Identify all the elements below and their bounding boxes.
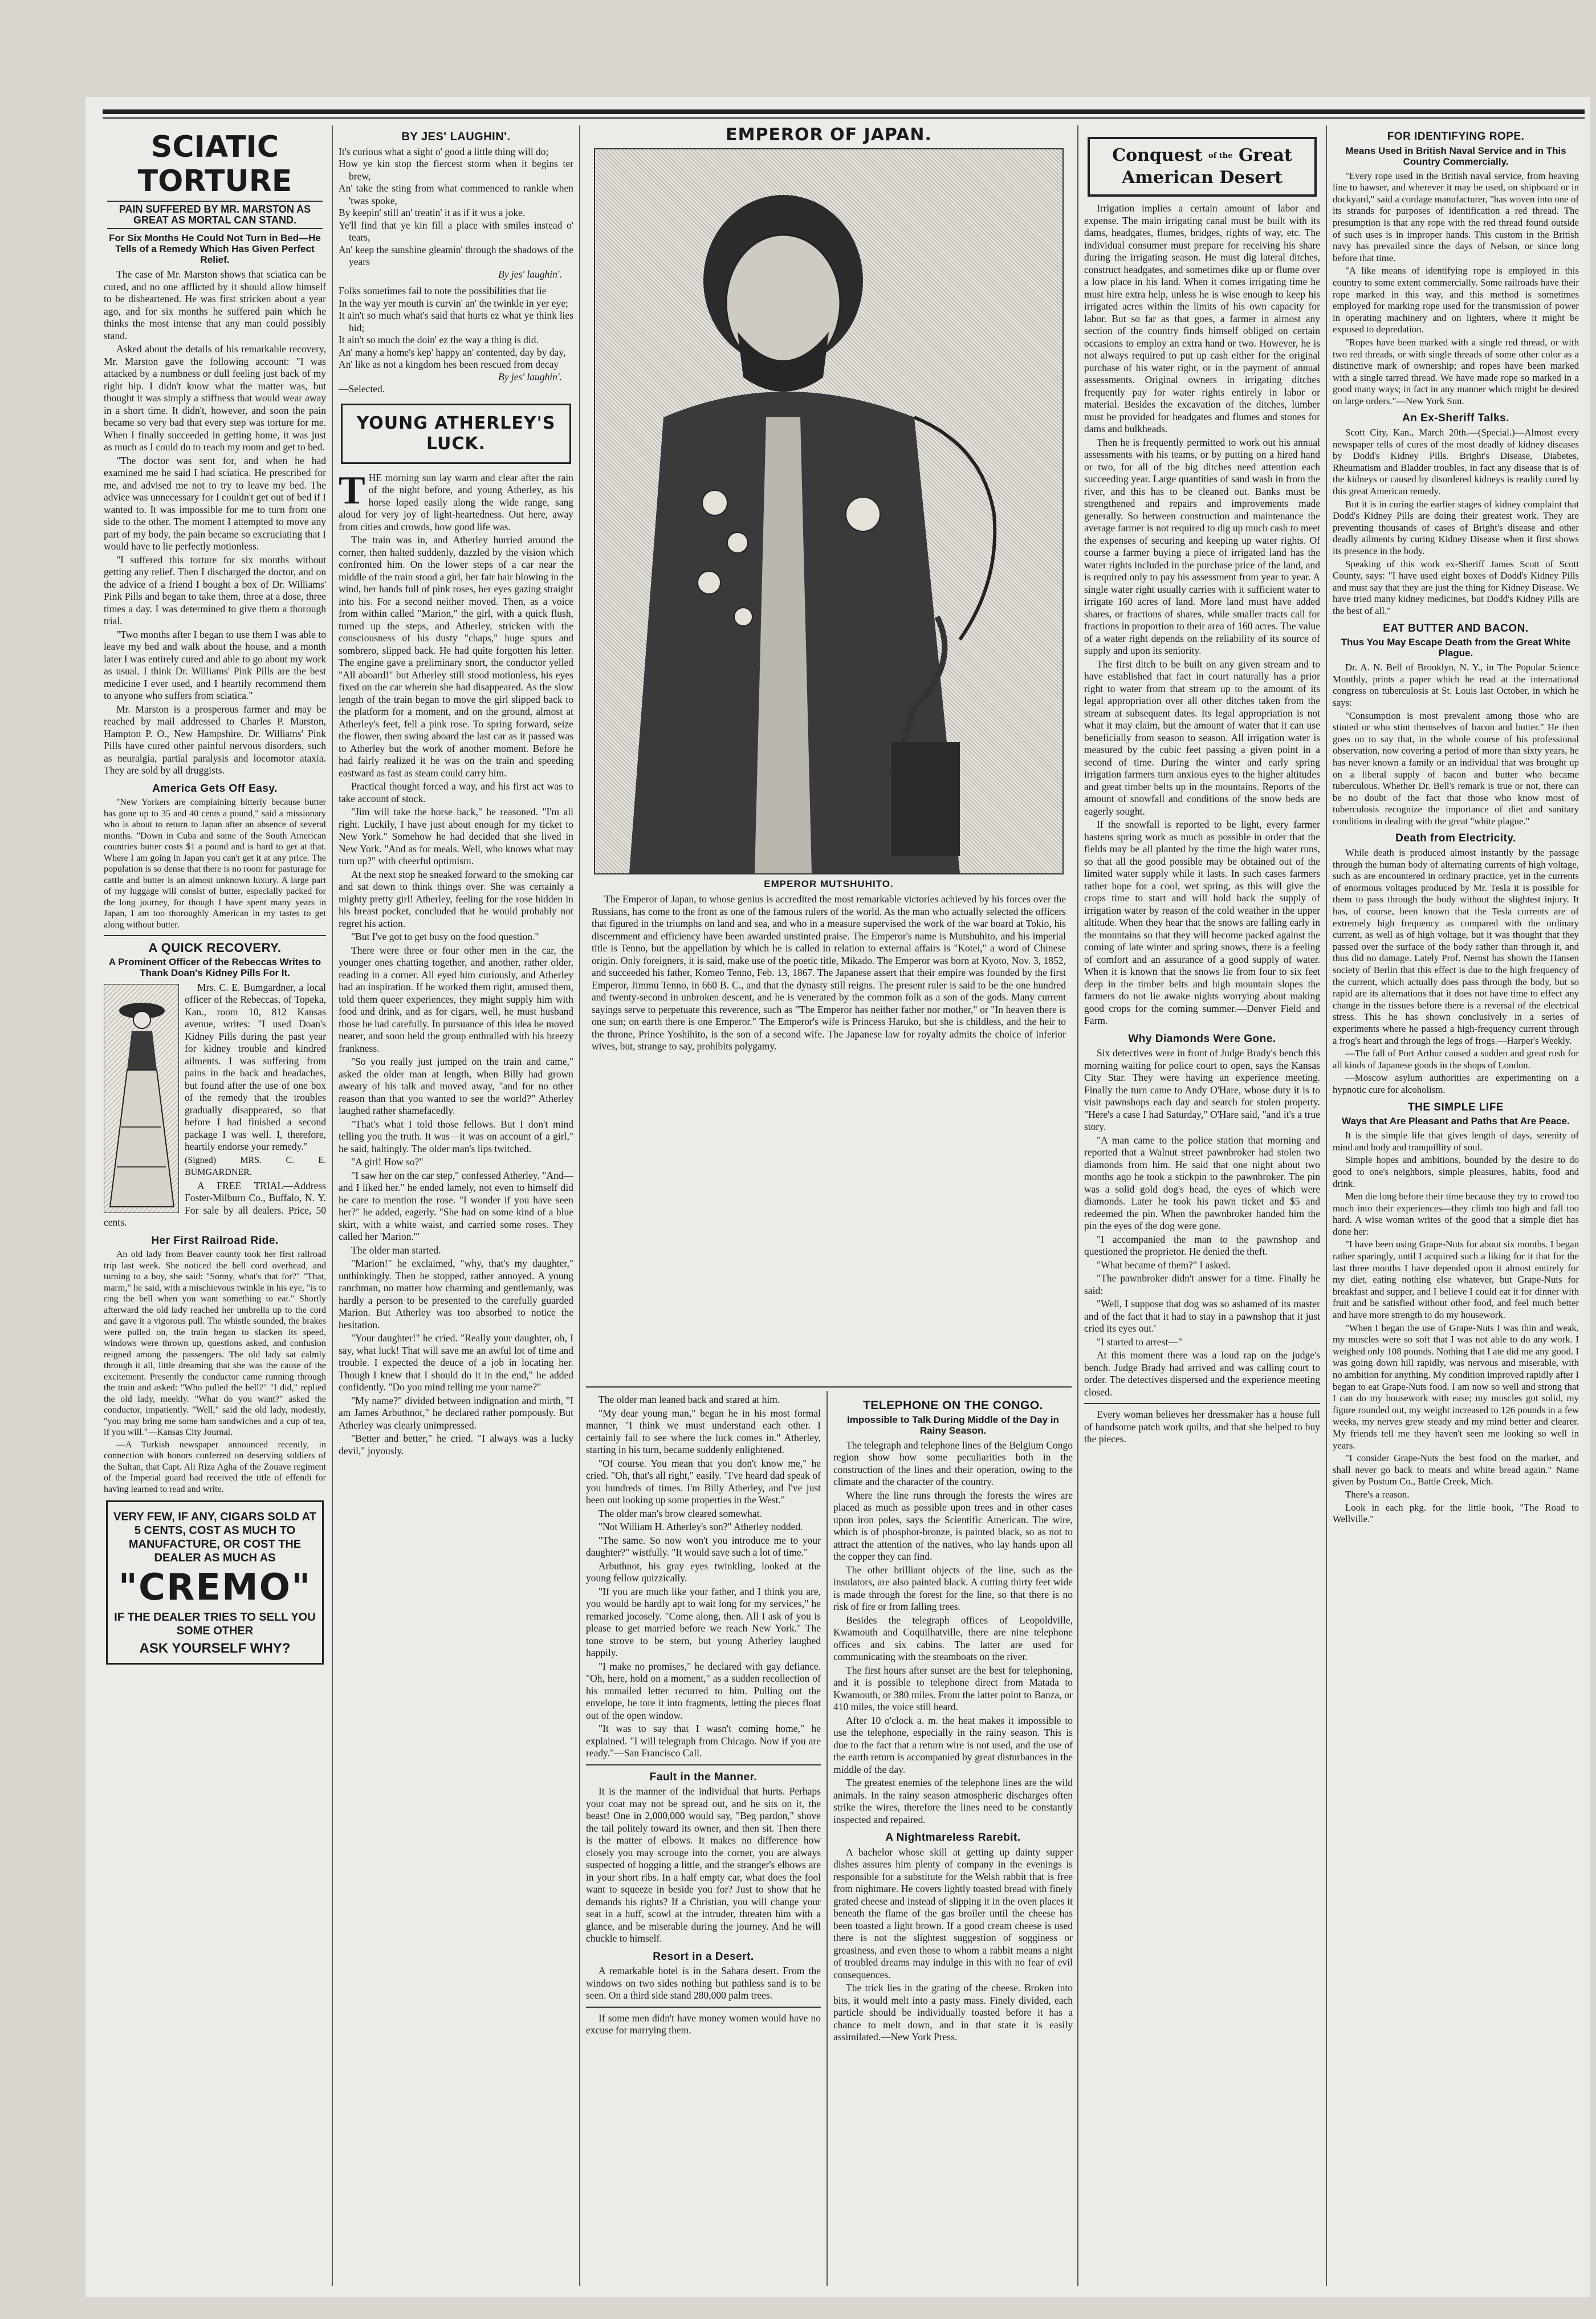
ad-text: ASK YOURSELF WHY? [139,1641,291,1656]
paragraph: "Every rope used in the British naval service, from heaving line to hawser, and wherever it may be used, on shipboard or in dockyard," said a cordage manufacturer, "has woven into one of its strands for purposes of identification a red thread. The presumption is that any rope with the red thread found outside of such uses is in improper hands. This custom in the British navy has prevailed since the days of Nelson, or since long before that time. [1333,170,1579,263]
section-heading: FOR IDENTIFYING ROPE. [1387,131,1525,143]
poem-line: How ye kin stop the fiercest storm when it begins ter brew, [339,158,573,182]
paragraph: "I suffered this torture for six months without getting any relief. Then I discharged the doctor, and on the advice of a friend I bought a box of Dr. Williams' Pink Pills and began to take them, three at a dose, three times a day. I was determined to give them a thorough trial. [104,554,326,626]
column-rule [332,125,333,2286]
paragraph: After 10 o'clock a. m. the heat makes it impossible to use the telephone, especially in the rainy season. This is due to the fact that a return wire is not used, and the use of the earth return is accompanied by great disturbances in the middle of the day. [833,1714,1073,1775]
paragraph: Mrs. C. E. Bumgardner, a local officer of the Rebeccas, of Topeka, Kan., room 10, 812 Kansas avenue, writes: "I used Doan's Kidney Pills during the past year for kidney trouble and kindred ailments. I was suffering from pains in the back and headaches, but found after the use of one box of the remedy that the troubles gradually disappeared, so that before I had finished a second package I was well. I, therefore, heartily endorse your remedy." [185,981,326,1152]
paragraph: HE morning sun lay warm and clear after the rain of the night before, and young Atherley, as his horse loped easily along the wide range, sang aloud for very joy of light-heartedness. Out here, away from cities and crowds, how good life was. [339,471,573,532]
paragraph: The train was in, and Atherley hurried around the corner, then halted suddenly, dazzled by the vision which confronted him. On the lower steps of a car near the middle of the train stood a girl, her fair hair blowing in the wind, her hands full of pink roses, her eyes gazing straight into his. For a second neither moved. Then, as a voice from within called "Marion," the girl, with a quick flush, turned up the steps, and Atherley, stricken with the consciousness of his dusty "chaps," huge spurs and sombrero, slipped back. He had quite forgotten his letter. The engine gave a preliminary snort, the conductor yelled "All aboard!" but Atherley still stood motionless, his eyes fixed on the car wherein she had disappeared. As the slow length of the train began to move the girl slipped back to the platform for a moment, and on the ground, almost at Atherley's feet, fell a pink rose. To spring forward, seize the flower, then swing aboard the last car as it passed was to Atherley but the work of another moment. Before he had fairly realized it he was on the train and speeding eastward as fast as steam could carry him. [339,534,573,779]
paragraph: Asked about the details of his remarkable recovery, Mr. Marston gave the following account: "I was attacked by a numbness or dull feeling just back of my right hip. I didn't know what the matter was, but thought it was simply a stiffness that would wear away in a short time. It didn't, however, and soon the pain became so very bad that every step was torture for me. When I finally succeeded in getting home, it was just as much as I could do to reach my room and get to bed. [104,343,326,453]
paragraph: "A man came to the police station that morning and reported that a Walnut street pawnbroker had stolen two diamonds from him. He said that one night about two months ago he took a stickpin to the pawnbroker. The pin was a solid gold dog's head, the eyes of which were diamonds. Later he took his pawn ticket and $5 and redeemed the pin. When the pawnbroker handed him the pin the eyes of the dog were gone. [1084,1134,1320,1231]
paragraph: "When I began the use of Grape-Nuts I was thin and weak, my muscles were so soft that I was not able to do any work. I weighed only 108 pounds. Nothing that I ate did me any good. I was going down hill rapidly, was nervous and miserable, with no ambition for anything. My condition improved rapidly after I began to eat Grape-Nuts food. I am now so well and strong that I can do my housework with ease; my muscles got solid, my figure rounded out, my weight increased to 126 pounds in a few weeks, my nerves grew steady and my mind better and clearer. My friends tell me they haven't seen me looking so well in years. [1333,1322,1579,1451]
ad-text: IF THE DEALER TRIES TO SELL YOU SOME OTHER [114,1611,316,1637]
paragraph: Men die long before their time because they try to crowd too much into their experiences—they climb too high and fall too hard. A wise woman writes of the good that a simple diet has done her: [1333,1191,1579,1237]
column-2 [339,125,573,2286]
paragraph: Six detectives were in front of Judge Brady's bench this morning waiting for police court to open, says the Kansas City Star. They were having an experience meeting. Finally the turn came to Andy O'Hare, whose duty it is to visit pawnshops each day and search for stolen property. "Here's a case I had Saturday," O'Hare said, "and it's a true story. [1084,1047,1320,1132]
poem-line: By jes' laughin'. [498,268,562,280]
poem-line: Folks sometimes fail to note the possibilities that lie [339,285,547,296]
column-rule [826,1391,828,2286]
paragraph: Practical thought forced a way, and his first act was to take account of stock. [339,780,573,804]
paragraph: Dr. A. N. Bell of Brooklyn, N. Y., in The Popular Science Monthly, prints a paper which he read at the international congress on tuberculosis at St. Louis last October, in which he says: [1333,662,1579,708]
paragraph: The trick lies in the grating of the cheese. Broken into bits, it would melt into a pasty mass. Finely divided, each particle should be individually toasted before it has a chance to melt down, and in that state it is easily assimilated.—New York Press. [833,1982,1073,2043]
section-heading: TELEPHONE ON THE CONGO. [862,1399,1044,1412]
newspaper-page [85,97,1590,2297]
feature-title: EMPEROR OF JAPAN. [726,125,932,145]
subhead: Impossible to Talk During Middle of the Day in Rainy Season. [847,1414,1059,1436]
paragraph: "New Yorkers are complaining bitterly because butter has gone up to 35 and 40 cents a pound," said a missionary who is about to return to Japan after an absence of several months. "Down in Cuba and some of the South American countries butter costs $1 a pound and is hard to get at that. Where I am going in Japan you can't get it at any price. The population is so dense that there is no room for pasturage for cattle and butter is an almost unknown luxury. A large part of my luggage will consist of butter, especially packed for the long journey, for though I have spent many years in Japan, I am too thoroughly American in my tastes to get along without butter. [104,798,326,930]
top-rule-thin [103,117,1585,119]
subhead: For Six Months He Could Not Turn in Bed—He Tells of a Remedy Which Has Given Perfect Relief. [109,233,321,265]
paragraph: "Of course. You mean that you don't know me," he cried. "Oh, that's all right," easily. "I've heard dad speak of you hundreds of times. I'm Billy Atherley, and I've just been out looking up some properties in the West." [586,1457,821,1506]
paragraph: Look in each pkg. for the little book, "The Road to Wellville." [1333,1502,1579,1525]
paragraph: It is the manner of the individual that hurts. Perhaps your coat may not be spread out, and he sits on it, the beast! One in 2,000,000 would say, "Beg pardon," shove the tail politely toward its owner, and then sit. Then there is the matter of elbows. It makes no difference how closely you may scrouge into the corner, you are always suspected of hogging a little, and the stranger's elbows are in your short ribs. In a half empty car, what does the fool want to squeeze in beside you for? Just to show that he demands his rights? If a Christian, you will change your seat in a huff, scowl at the intruder, threaten him with a glance, and be miserable during the journey. And he will chuckle to himself. [586,1785,821,1944]
paragraph: "Marion!" he exclaimed, "why, that's my daughter," unthinkingly. Then he stopped, rather annoyed. A young ranchman, no matter how charming and gentlemanly, was hardly a person to be presented to the carefully guarded Marion. But Atherley was too absorbed to notice the hesitation. [339,1258,573,1331]
paragraph: Besides the telegraph offices of Leopoldville, Kwamouth and Coquilhatville, there are nine telephone offices and six cabins. The latter are used for communicating with the steamboats on the river. [833,1614,1073,1662]
portrait-caption: EMPEROR MUTSHUHITO. [764,878,894,889]
poem-line: An' keep the sunshine gleamin' through the shadows of the years [339,243,573,267]
paragraph: "The doctor was sent for, and when he had examined me he said I had sciatica. He prescribed for me, and advised me not to try to leave my bed. The advice was unnecessary for I couldn't get out of bed if I wanted to. It was impossible for me to turn from one side to the other. The moment I attempted to move any part of my body, the pain became so excruciating that I would have to lie perfectly motionless. [104,454,326,552]
paragraph: The telegraph and telephone lines of the Belgium Congo region show how some peculiarities both in the construction of the lines and their operation, owing to the climate and the character of the country. [833,1439,1073,1487]
ad-brand: "CREMO" [118,1567,312,1609]
paragraph: "So you really just jumped on the train and came," asked the older man at length, when Billy had grown aweary of his talk and moved away, "and for no other reason than that you wanted to see the world?" Atherley laughed rather shamefacedly. [339,1056,573,1116]
emperor-feature [586,125,1072,1385]
column-3 [586,1394,821,2286]
paragraph: "A girl! How so?" [351,1156,424,1167]
paragraph: The older man leaned back and stared at him. [598,1394,780,1405]
section-heading: Her First Railroad Ride. [151,1234,279,1247]
poem-line: By jes' laughin'. [498,371,562,383]
title-word: Conquest [1112,145,1203,165]
title-word: American Desert [1121,168,1282,188]
divider [586,2007,821,2008]
paragraph: It is the simple life that gives length of days, serenity of mind and body and tranquillity of soul. [1333,1130,1579,1153]
column-rule [1077,125,1078,2286]
poem-line: It ain't so much the doin' ez the way a thing is did. [339,334,539,345]
paragraph: "I started to arrest—" [1097,1336,1182,1348]
title-word: Great [1238,145,1292,165]
divider [104,935,326,936]
story-title-box [341,404,571,464]
paragraph: Arbuthnot, his gray eyes twinkling, looked at the young fellow quizzically. [586,1560,821,1584]
paragraph: The greatest enemies of the telephone lines are the wild animals. In the rainy season atmospheric discharges often strike the wires, therefore the lines need to be constantly inspected and repaired. [833,1777,1073,1825]
section-heading: Resort in a Desert. [653,1950,754,1963]
paragraph: "But I've got to get busy on the food question." [351,931,539,942]
paragraph: "I saw her on the car step," confessed Atherley. "And—and I liked her." he ended lamely, not even to himself did he care to mention the rose. "I wonder if you have seen her?" he added, eagerly. "She had on some kind of a blue skirt, with a white waist, and carried some roses. They called her 'Marion.'" [339,1169,573,1242]
paragraph: The other brilliant objects of the line, such as the insulators, are also painted black. A cutting thirty feet wide is made through the forest for the line, so that there is no risk of fire or from falling trees. [833,1564,1073,1612]
paragraph: "I consider Grape-Nuts the best food on the market, and shall never go back to meats and white bread again." Name given by Postum Co., Battle Creek, Mich. [1333,1453,1579,1487]
paragraph: "A like means of identifying rope is employed in this country to some extent commercially. Some railroads have their rope marked in this way, and this method is sometimes employed for marking rope used for the transmission of power in operating machinery and on lighters, where it might be exposed to depredation. [1333,265,1579,335]
column-4 [833,1394,1073,2286]
paragraph: "I accompanied the man to the pawnshop and questioned the proprietor. He denied the theft. [1084,1233,1320,1257]
section-heading: A Nightmareless Rarebit. [885,1832,1021,1844]
section-heading: An Ex-Sheriff Talks. [1402,412,1510,425]
paragraph: "Better and better," he cried. "I always was a lucky devil," joyously. [339,1433,573,1457]
paragraph: "Your daughter!" he cried. "Really your daughter, oh, I say, what luck! That will save me an awful lot of time and trouble. I expected the deuce of a job in locating her. Though I knew that I should do it in the end," he added confidently. "Do you mind telling me your name?" [339,1332,573,1393]
paragraph: At this moment there was a loud rap on the judge's bench. Judge Brady had arrived and was calling court to order. The detectives dispersed and the experience meeting closed. [1084,1349,1320,1398]
paragraph: There were three or four other men in the car, the younger ones chatting together, and another, rather older, reading in a corner. All eyed him curiously, and Atherley had an inspiration. If he worked them right, amused them, told them queer experiences, they might supply him with food and drink, and as for cigars, well, he must husband those he had carefully. In pursuance of this idea he moved nearer, and soon held the group enthralled with his breezy frankness. [339,944,573,1054]
paragraph: Simple hopes and ambitions, bounded by the desire to do good to one's neighbors, simple pleasures, habits, food and drink. [1333,1154,1579,1189]
feature-text: The Emperor of Japan, to whose genius is accredited the most remarkable victories achieved by his forces over the Russians, has come to the front as one of the famous rulers of the world. As the man who actually selected the officers that figured in the triumphs on land and sea, and who in a measure supervised the work of the war board at Tokio, his discernment and efficiency have been awarded unstinted praise. The Emperor's name is Mutshuhito, and his imperial title is Tenno, but the appellation by which he is called in relation to external affairs is "Kotei," a word of Chinese origin. Only foreigners, it is said, make use of the poetic title, Mikado. The Emperor was born at Kyoto, Nov. 3, 1852, and succeeded his father, Komeo Tenno, Feb. 13, 1867. The Japanese assert that their empire was founded by the first Emperor, Jimmu Tenno, in 660 B. C., and that the dynasty still reigns. The present ruler is said to be the one hundred and twenty-second in unbroken descent, and he is venerated by the common folk as a son of the gods. Many current sayings serve to perpetuate this reverence, such as "The Emperor has neither father nor mother," or "In heaven there is one sun; on earth there is one Emperor." The Emperor's wife is Princess Haruko, but she is childless, and the heir to the throne, Prince Yoshihito, is the son of a second wife. The Japanese law for royalty admits the choice of inferior wives, but, strange to say, prohibits polygamy. [592,893,1066,1052]
section-heading: Why Diamonds Were Gone. [1128,1032,1276,1045]
paragraph: "Consumption is most prevalent among those who are stinted or who stint themselves of bacon and butter." He then goes on to say that, in the whole course of his professional observation, now covering a period of more than sixty years, he has never known a family or an individual that was brought up on a liberal supply of bacon and butter who became tuberculous. Whether Dr. Bell's remark is true or not, there can be no doubt of the fact that those who know most of tuberculosis recognize the importance of diet and sanitary conditions in dealing with the great "white plague." [1333,710,1579,827]
paragraph: Every woman believes her dressmaker has a house full of handsome patch work quilts, and that she helped to buy the pieces. [1084,1409,1320,1445]
poem-line: It ain't so much what's said that hurts ez what ye think lies hid; [339,310,573,333]
poem-line: By keepin' still an' treatin' it as if it wus a joke. [339,207,526,218]
paragraph: "The pawnbroker didn't answer for a time. Finally he said: [1084,1272,1320,1296]
paragraph: —Moscow asylum authorities are experimenting on a hypnotic cure for alcoholism. [1333,1072,1579,1095]
section-heading: America Gets Off Easy. [152,782,278,795]
paragraph: The case of Mr. Marston shows that sciatica can be cured, and no one afflicted by it should allow himself to be disheartened. He was first stricken about a year ago, and for six months he suffered pain which he thinks the most intense that any man could possibly stand. [104,268,326,341]
title-word: of the [1208,152,1233,160]
poem-line: An' many a home's kep' happy an' contented, day by day, [339,346,566,358]
section-heading: Fault in the Manner. [649,1771,758,1783]
desert-title-box [1088,137,1317,197]
paragraph: "If you are much like your father, and I think you are, you would be hardly apt to wait long for my services," he remarked jocosely. "Come along, then. All I ask of you is please to get married before we reach New York." The tone strove to be stern, but young Atherley laughed happily. [586,1585,821,1658]
paragraph: Mr. Marston is a prosperous farmer and may be reached by mail addressed to Charles P. Marston, Hampton P. O., New Hampshire. Dr. Williams' Pink Pills have cured other painful nervous disorders, such as neuralgia, partial paralysis and locomotor ataxia. They are sold by all druggists. [104,703,326,776]
paragraph: At the next stop he sneaked forward to the smoking car and sat down to think things over. She was certainly a mighty pretty girl! Atherley, feeling for the rose hidden in his breast pocket, concluded that he would probably not regret his action. [339,868,573,929]
section-heading: A QUICK RECOVERY. [148,941,282,955]
paragraph: "My dear young man," began he in his most formal manner, "I think we must understand each other. I certainly fail to see where the luck comes in." Atherley, starting in his turn, became suddenly enlightened. [586,1407,821,1455]
signature: (Signed) MRS. C. E. BUMGARDNER. [185,1155,326,1177]
paragraph: "Not William H. Atherley's son?" Atherley nodded. [598,1521,803,1532]
subhead: Means Used in British Naval Service and in This Country Commercially. [1345,145,1566,167]
subhead: A Prominent Officer of the Rebeccas Writes to Thank Doan's Kidney Pills For It. [108,956,321,978]
paragraph: "Well, I suppose that dog was so ashamed of its master and of the fact that it had to stay in a pawnshop that it just cried its eyes out.' [1084,1298,1320,1334]
paragraph: Then he is frequently permitted to work out his annual assessments with his teams, or by putting on a hired hand or two, for all of the big ditches need attention each succeeding year. Large quantities of sand wash in from the river, and this has to be cleaned out. Banks must be strengthened and repairs and improvements made generally. So between construction and maintenance the average farmer is not required to dig up much cash to meet the expenses of securing and keeping up water rights. Of course a farmer buying a piece of irrigated land has the water rights included in the purchase price of the land, and is required only to pay his assessment from year to year. A single water right usually carries with it sufficient water to irrigate 160 acres of land. More land must have added shares, or fractions of shares, while smaller tracts call for fractions in proportion to their area of 160 acres. The value of a water right depends on the reliability of its source of supply and upon its seniority. [1084,436,1320,656]
paragraph: An old lady from Beaver county took her first railroad trip last week. She noticed the bell cord overhead, and turning to a boy, she said: "Sonny, what's that for?" "That, marm," he said, with a mischievous twinkle in his eye, "is to ring the bell when you want something to eat." Shortly afterward the old lady reached her umbrella up to the cord and gave it a vigorous pull. The whistle sounded, the brakes were pulled on, the train began to slacken its speed, windows were thrown up, questions asked, and confusion reigned among the passengers. The old lady sat calmly through it all, little dreaming that she was the cause of the excitement. Presently the conductor came running through the train and asked: "Who pulled the bell?" "I did," replied the old lady, meekly. "What do you want?" asked the conductor, impatiently. "Well," said the old lady, modestly, "you may bring me some ham sandwiches and a cup of tea, if you will."—Kansas City Journal. [104,1250,326,1437]
column-rule [1326,125,1327,2286]
section-heading: THE SIMPLE LIFE [1408,1101,1504,1113]
cremo-cigar-ad [106,1500,324,1665]
paragraph: "The same. So now won't you introduce me to your daughter?" wistfully. "It would save such a lot of time." [586,1534,821,1558]
paragraph: "Two months after I began to use them I was able to leave my bed and walk about the house, and a month later I was entirely cured and able to go about my work as usual. I think Dr. Williams' Pink Pills are the best medicine I ever used, and I heartily recommend them to anyone who suffers from sciatica." [104,628,326,701]
paragraph: While death is produced almost instantly by the passage through the human body of alternating currents of high voltage, such as are encountered in ordinary practice, yet in the currents of enormous voltages produced by Mr. Tesla it is possible for them to pass through the body without the slightest injury. It has, of course, been known that the Tesla currents are of extremely high frequency as compared with the ordinary current, as well as of high voltage, but it was thought that they passed over the surface of the body rather than through it, and thus did no damage. Lately Prof. Nernst has shown the Hansen society of Berlin that this effect is due to the high frequency of the current, which actually does pass through the body, but so rapid are its alternations that it does not have time to effect any change in the tissues before there is a reversal of the electrical stress. This he has shown conclusively in a series of experiments where he passed a high-frequency current through a frog's heart and through the legs of frogs.—Harper's Weekly. [1333,847,1579,1046]
paragraph: "That's what I told those fellows. But I don't mind telling you the truth. It was—it was on account of a girl," he said, haltingly. The older man's lips twitched. [339,1118,573,1154]
paragraph: The first ditch to be built on any given stream and to have established that fact in court naturally has a prior right to water from that stream up to the amount of its legal appropriation over all other ditches taken from the stream at subsequent dates. Its legal appropriation is not what it may claim, but the amount of water that it can use beneficially from season to season. All irrigation water is measured by the cubic feet passing a given point in a second of time. During the winter and early spring irrigation farmers turn anxious eyes to the higher altitudes and great timber belts up in the mountains. Reports of the amount of snowfall and conditions of the snow beds are eagerly sought. [1084,658,1320,817]
paragraph: The first hours after sunset are the best for telephoning, and it is possible to telephone direct from Matada to Kwamouth, or 380 miles. From the latter point to Banza, or 410 miles, the voice still heard. [833,1664,1073,1712]
paragraph: Speaking of this work ex-Sheriff James Scott of Scott County, says: "I have used eight boxes of Dodd's Kidney Pills and must say that they are just the thing for Kidney Disease. We have tried many kidney medicines, but Dodd's Kidney Pills are the best of all." [1333,558,1579,616]
paragraph: "What became of them?" I asked. [1097,1259,1231,1271]
paragraph: Irrigation implies a certain amount of labor and expense. The main irrigating canal must be built with its dams, headgates, flumes, bridges, rights of way, etc. The individual consumer must prepare for receiving his share during the irrigating season. He must dig lateral ditches, construct headgates, and sometimes dike up or flume over a low place in his land. When it comes irrigating time he must hire extra help, unless he is wise enough to keep his irrigated acres within the limits of his own capacity for labor. But so far as that goes, a farmer in almost any section of the country finds himself obliged on certain occasions to employ an extra hand or two. However, he is not always required to put up cash either for the original purchase of his water right, or in the payment of annual assessments. Original owners in irrigating ditches frequently pay for water rights entirely in labor or material. Besides the excavation of the ditches, lumber must be provided for headgates and flumes and stones for dams and bulkheads. [1084,202,1320,434]
drop-cap: T [339,468,365,512]
column-5 [1084,125,1320,2286]
section-heading: EAT BUTTER AND BACON. [1383,622,1529,634]
paragraph: "My name?" divided between indignation and mirth, "I am James Arbuthnot," he declared rather pompously. But Atherley was clearly unimpressed. [339,1394,573,1431]
paragraph: A FREE TRIAL—Address Foster-Milburn Co., Buffalo, N. Y. For sale by all dealers. Price, 50 cents. [104,1179,326,1228]
paragraph: "Ropes have been marked with a single red thread, or with two red threads, or with single threads of some other color as a distinctive mark of ownership; and ropes have been marked with a single tarred thread. We have made rope so marked in a good many ways; in fact in any manner which might be desired on large orders."—New York Sun. [1333,336,1579,406]
paragraph: "Jim will take the horse back," he reasoned. "I'm all right. Luckily, I have just about enough for my ticket to New York." Somehow he had decided that she lived in New York. "And as for meals. Well, who knows what may turn up?" with cheerful optimism. [339,806,573,866]
paragraph: Where the line runs through the forests the wires are placed as much as possible upon trees and in other cases upon iron poles, says the Scientific American. The wire, which is of phosphor-bronze, is painted black, so as not to attract the attention of the natives, who lay hands upon all the copper they can find. [833,1489,1073,1562]
poem-line: An' take the sting from what commenced to rankle when 'twas spoke, [339,182,573,206]
poem-line: It's curious what a sight o' good a little thing will do; [339,145,549,157]
headline-sciatic: SCIATIC TORTURE [137,130,292,198]
divider [586,1386,1072,1388]
paragraph: —A Turkish newspaper announced recently, in connection with honors conferred on deserving soldiers of the Sultan, that Capt. Ali Riza Agha of the Zouave regiment of the Imperial guard had received the title of effendi for having learned to read and write. [104,1439,326,1494]
column-1 [104,125,326,2286]
paragraph: If some men didn't have money women would have no excuse for marrying them. [586,2012,821,2036]
poem-line: Ye'll find that ye kin fill a place with smiles instead o' tears, [339,219,573,243]
column-rule [579,125,580,2286]
paragraph: There's a reason. [1345,1488,1410,1500]
paragraph: The older man's brow cleared somewhat. [598,1507,762,1519]
paragraph: A remarkable hotel is in the Sahara desert. From the windows on two sides nothing but pathless sand is to be seen. On a third side stand 280,000 palm trees. [586,1965,821,2001]
poem-title: BY JES' LAUGHIN'. [401,131,511,143]
emperor-portrait-engraving [594,148,1064,874]
subhead: PAIN SUFFERED BY MR. MARSTON AS GREAT AS MORTAL CAN STAND. [107,201,323,229]
woman-portrait-illustration [104,984,179,1213]
paragraph: A bachelor whose skill at getting up dainty supper dishes assures him plenty of company in the evenings is responsible for a substitute for the Welsh rabbit that is free from nightmare. He covers lightly toasted bread with finely grated cheese and instead of slipping it in the oven places it beneath the flame of the gas broiler until the cheese has been toasted a light brown. If a good cream cheese is used there is not the slightest suggestion of sogginess or greasiness, and even those to whom a rabbit means a night of troubled dreams may indulge in this with no fear of evil consequences. [833,1846,1073,1980]
divider [1084,1403,1320,1404]
paragraph: "I make no promises," he declared with gay defiance. "Oh, here, hold on a moment," as a sudden recollection of his unmailed letter recurred to him. Pulling out the envelope, he tore it into fragments, letting the pieces float out of the open window. [586,1660,821,1721]
column-6 [1333,125,1579,2286]
poem [339,146,573,384]
paragraph: "It was to say that I wasn't coming home," he explained. "I will telegraph from Chicago. Now if you are ready."—San Francisco Call. [586,1723,821,1759]
paragraph: Scott City, Kan., March 20th.—(Special.)—Almost every newspaper tells of cures of the most deadly of kidney diseases by Dodd's Kidney Pills. Bright's Disease, Diabetes, Rheumatism and Bladder troubles, in fact any disease that is of the kidneys or caused by disordered kidneys is readily cured by this great American remedy. [1333,427,1579,497]
subhead: Thus You May Escape Death from the Great White Plague. [1341,637,1571,659]
ad-text: VERY FEW, IF ANY, CIGARS SOLD AT 5 CENTS, COST AS MUCH TO MANUFACTURE, OR COST THE DEALER AS MUCH AS [113,1511,316,1564]
paragraph: "I have been using Grape-Nuts for about six months. I began rather sparingly, until I acquired such a liking for it that for the last three months I have depended upon it almost entirely for my diet, eating nothing else whatever, but Grape-Nuts for breakfast and supper, and I believe I could eat it for dinner with fruit and be satisfied without other food, and feel much better and have more strength to do my housework. [1333,1239,1579,1321]
top-rule [103,109,1585,114]
paragraph: —The fall of Port Arthur caused a sudden and great rush for all kinds of Japanese goods in the shops of London. [1333,1048,1579,1071]
divider [586,1764,821,1765]
subhead: Ways that Are Pleasant and Paths that Are Peace. [1342,1116,1570,1127]
paragraph: But it is in curing the earlier stages of kidney complaint that Dodd's Kidney Pills are doing their greatest work. They are preventing thousands of cases of Bright's disease and other deadly ailments by curing Kidney Disease when it first shows its presence in the body. [1333,498,1579,556]
paragraph: If the snowfall is reported to be light, every farmer hastens spring work as much as possible in order that the fields may be all planted by the time the high water runs, so that all the good possible may be obtained out of the limited water supply while it lasts. In such cases farmers rather hope for a cool, wet spring, as this will give the crops time to start and will hold back the supply of irrigation water by reason of the cold weather in the upper altitude. When they hear that the snows are falling early in the mountains so that they will become packed against the coming of late winter and spring snows, there is a feeling of comfort and an assurance of a good supply of water. When it is known that the snows lie from four to six feet deep in the timber belts and high mountain slopes the farmers do not lie awake nights worrying about making good crops for the coming summer.—Denver Field and Farm. [1084,819,1320,1026]
poem-line: In the way yer mouth is curvin' an' the twinkle in yer eye; [339,297,568,309]
attribution: —Selected. [339,383,385,394]
story-title: YOUNG ATHERLEY'S LUCK. [356,413,556,454]
paragraph: The older man started. [351,1244,441,1256]
poem-line: An' like as not a kingdom hes been rescued from decay [339,359,559,370]
section-heading: Death from Electricity. [1395,832,1516,845]
